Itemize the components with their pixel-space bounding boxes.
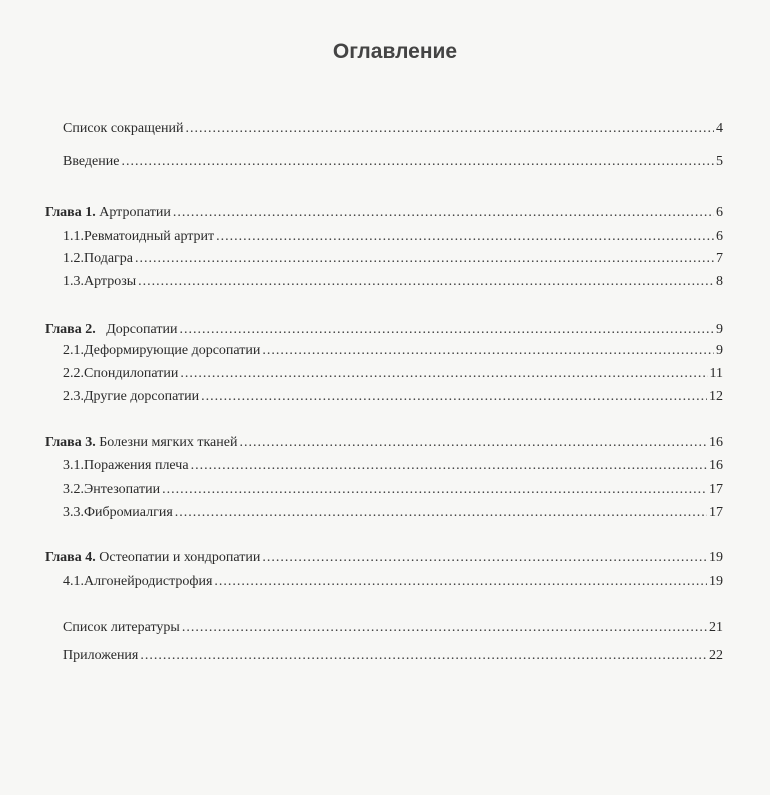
toc-label: Список сокращений bbox=[63, 121, 184, 136]
toc-entry-abbreviations[interactable] bbox=[63, 121, 723, 137]
toc-page-number: 4 bbox=[716, 121, 723, 136]
toc-leader bbox=[135, 251, 714, 267]
toc-leader bbox=[239, 435, 707, 451]
toc-page-number: 11 bbox=[709, 366, 723, 381]
toc-leader bbox=[175, 505, 707, 521]
section-number: 1.1. bbox=[63, 229, 84, 244]
toc-label: Артрозы bbox=[84, 274, 137, 289]
toc-leader bbox=[216, 229, 714, 245]
toc-entry-introduction[interactable] bbox=[63, 154, 723, 170]
toc-page-number: 6 bbox=[716, 229, 723, 244]
toc-chapter-1[interactable] bbox=[45, 205, 723, 221]
page-title: Оглавление bbox=[332, 40, 458, 63]
toc-page-number: 16 bbox=[709, 458, 723, 473]
toc-chapter-3[interactable] bbox=[45, 435, 723, 451]
toc-page-number: 12 bbox=[709, 389, 723, 404]
chapter-prefix: Глава 2. bbox=[45, 322, 96, 337]
toc-leader bbox=[191, 458, 707, 474]
chapter-prefix: Глава 4. bbox=[45, 550, 96, 565]
toc-entry-appendices[interactable] bbox=[63, 648, 723, 664]
section-number: 3.3. bbox=[63, 505, 84, 520]
toc-page-number: 9 bbox=[716, 343, 723, 358]
section-number: 3.2. bbox=[63, 482, 84, 497]
section-number: 2.1. bbox=[63, 343, 84, 358]
toc-section-1-1[interactable] bbox=[63, 229, 723, 245]
toc-leader bbox=[121, 154, 714, 170]
toc-entry-references[interactable] bbox=[63, 620, 723, 636]
chapter-prefix: Глава 3. bbox=[45, 435, 96, 450]
toc-chapter-2[interactable] bbox=[45, 322, 723, 338]
toc-chapter-4[interactable] bbox=[45, 550, 723, 566]
toc-page-number: 5 bbox=[716, 154, 723, 169]
toc-page-number: 16 bbox=[709, 435, 723, 450]
toc-leader bbox=[262, 343, 714, 359]
toc-leader bbox=[140, 648, 707, 664]
section-number: 1.3. bbox=[63, 274, 84, 289]
section-number: 2.2. bbox=[63, 366, 84, 381]
toc-label: Болезни мягких тканей bbox=[99, 435, 238, 450]
toc-label: Спондилопатии bbox=[84, 366, 179, 381]
toc-page-number: 19 bbox=[709, 550, 723, 565]
section-number: 1.2. bbox=[63, 251, 84, 266]
toc-leader bbox=[214, 574, 707, 590]
section-number: 4.1. bbox=[63, 574, 84, 589]
toc-section-2-3[interactable] bbox=[63, 389, 723, 405]
toc-page-number: 22 bbox=[709, 648, 723, 663]
toc-label: Поражения плеча bbox=[84, 458, 189, 473]
toc-leader bbox=[180, 366, 707, 382]
toc-leader bbox=[182, 620, 707, 636]
toc-section-2-2[interactable] bbox=[63, 366, 723, 382]
toc-leader bbox=[186, 121, 714, 137]
toc-label: Подагра bbox=[84, 251, 133, 266]
toc-page-number: 17 bbox=[709, 482, 723, 497]
toc-section-3-3[interactable] bbox=[63, 505, 723, 521]
toc-leader bbox=[179, 322, 714, 338]
toc-label: Остеопатии и хондропатии bbox=[99, 550, 261, 565]
toc-label: Артропатии bbox=[99, 205, 171, 220]
toc-section-1-2[interactable] bbox=[63, 251, 723, 267]
toc-page-number: 6 bbox=[716, 205, 723, 220]
toc-label: Приложения bbox=[63, 648, 139, 663]
toc-page-number: 21 bbox=[709, 620, 723, 635]
toc-label: Фибромиалгия bbox=[84, 505, 173, 520]
toc-page-number: 8 bbox=[716, 274, 723, 289]
chapter-prefix: Глава 1. bbox=[45, 205, 96, 220]
toc-page-number: 9 bbox=[716, 322, 723, 337]
toc-section-1-3[interactable] bbox=[63, 274, 723, 290]
toc-label: Введение bbox=[63, 154, 120, 169]
toc-label: Алгонейродистрофия bbox=[84, 574, 213, 589]
section-number: 2.3. bbox=[63, 389, 84, 404]
toc-leader bbox=[262, 550, 707, 566]
toc-leader bbox=[162, 482, 707, 498]
toc-label: Энтезопатии bbox=[84, 482, 161, 497]
toc-page-number: 19 bbox=[709, 574, 723, 589]
toc-label: Деформирующие дорсопатии bbox=[84, 343, 261, 358]
toc-page-number: 7 bbox=[716, 251, 723, 266]
toc-label: Дорсопатии bbox=[106, 322, 178, 337]
toc-leader bbox=[138, 274, 714, 290]
toc-leader bbox=[173, 205, 714, 221]
toc-section-4-1[interactable] bbox=[63, 574, 723, 590]
toc-label: Ревматоидный артрит bbox=[84, 229, 215, 244]
toc-leader bbox=[201, 389, 707, 405]
toc-section-3-1[interactable] bbox=[63, 458, 723, 474]
toc-label: Другие дорсопатии bbox=[84, 389, 200, 404]
toc-label: Список литературы bbox=[63, 620, 180, 635]
toc-page-number: 17 bbox=[709, 505, 723, 520]
toc-section-3-2[interactable] bbox=[63, 482, 723, 498]
toc-section-2-1[interactable] bbox=[63, 343, 723, 359]
section-number: 3.1. bbox=[63, 458, 84, 473]
